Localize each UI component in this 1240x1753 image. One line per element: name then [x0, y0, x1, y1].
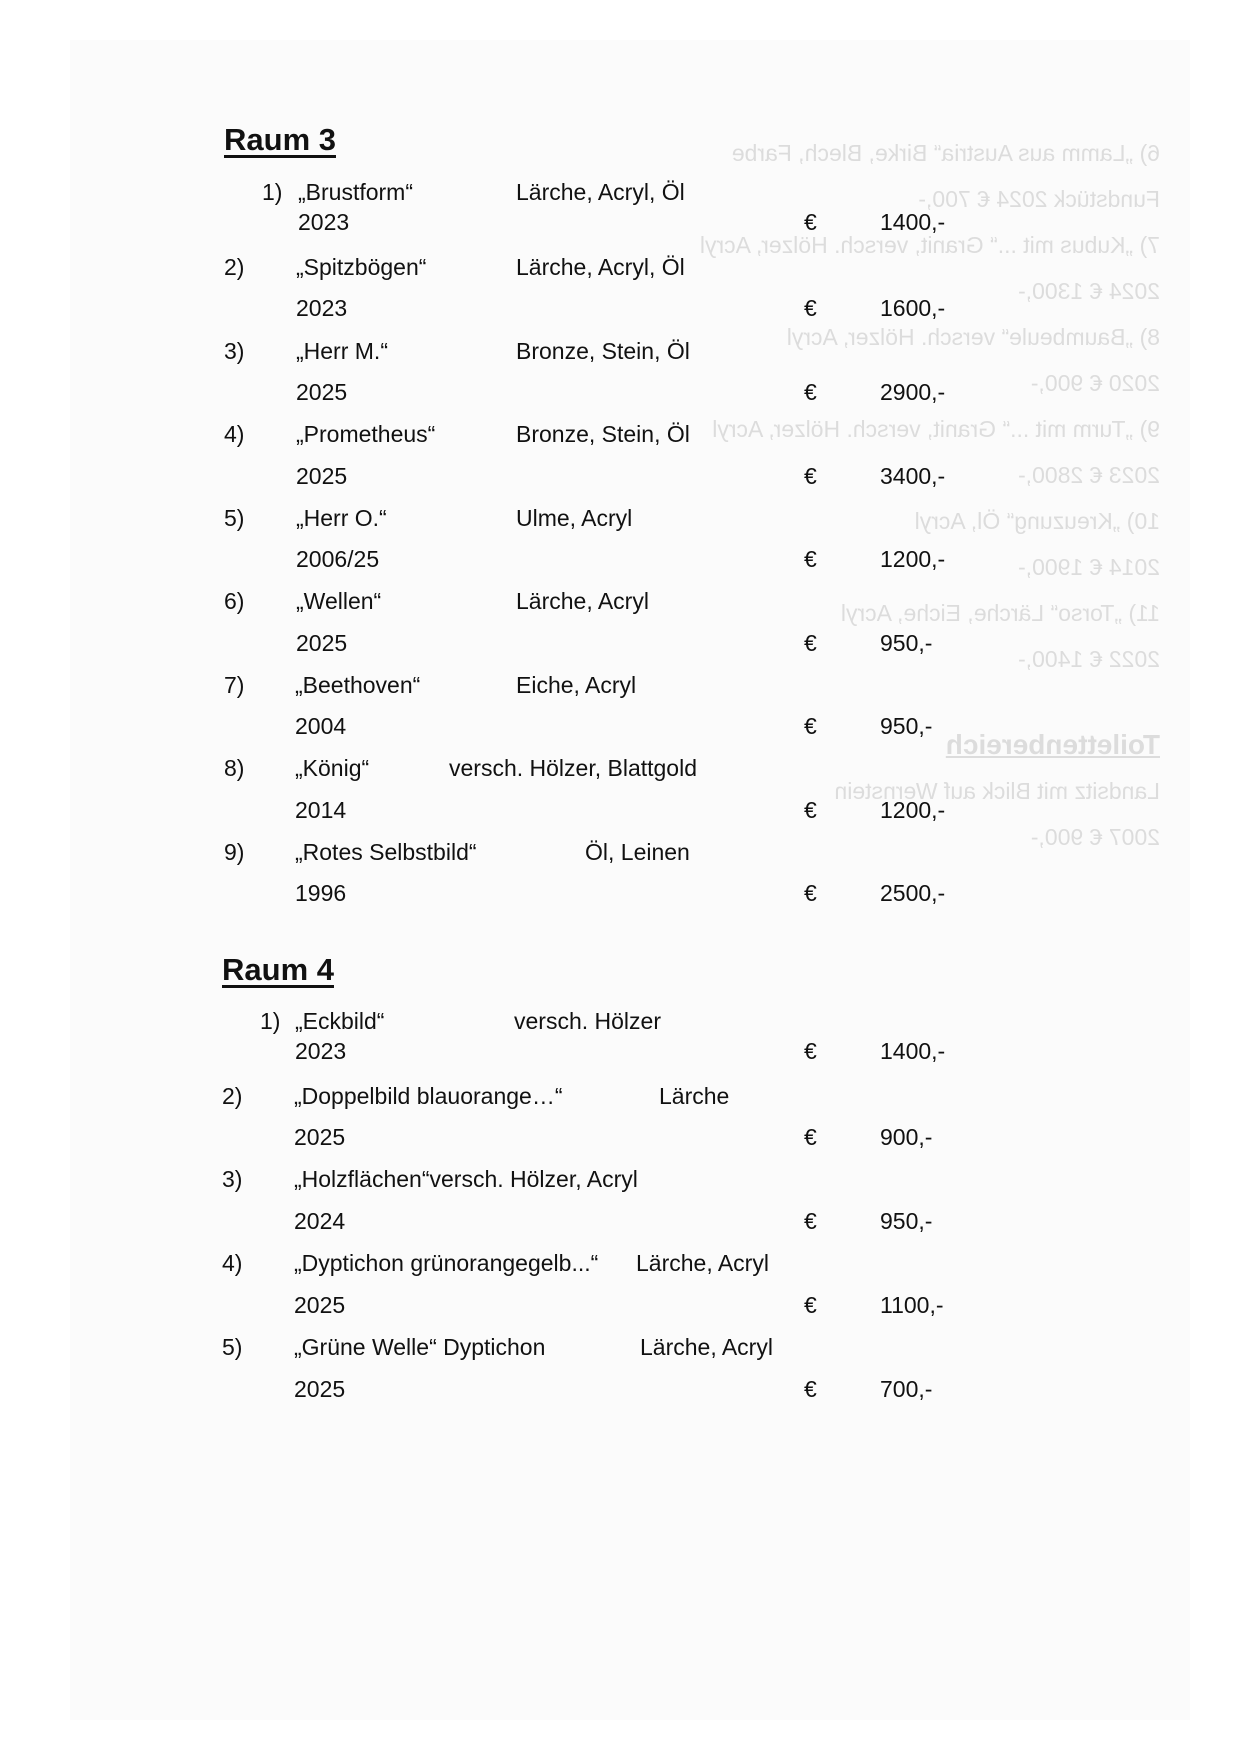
currency-symbol: € — [804, 546, 817, 572]
item-price: 1400,- — [880, 209, 946, 235]
item-number: 9) — [224, 839, 245, 865]
item-price: 2500,- — [880, 880, 946, 906]
currency-symbol: € — [804, 1208, 817, 1234]
reverse-line: 2022 € 1400,- — [1018, 646, 1160, 672]
reverse-line: 10) „Kreuzung“ Öl, Acryl — [914, 508, 1160, 534]
item-year: 2025 — [296, 463, 348, 489]
item-number: 2) — [224, 254, 245, 280]
item-price: 1600,- — [880, 295, 946, 321]
item-name: „Rotes Selbstbild“ — [295, 839, 477, 865]
item-material: Eiche, Acryl — [516, 672, 637, 698]
currency-symbol: € — [804, 209, 817, 235]
item-year: 2023 — [295, 1038, 347, 1064]
item-name: „Holzflächen“ — [294, 1166, 430, 1192]
item-material: Lärche, Acryl, Öl — [516, 179, 685, 205]
item-price: 900,- — [880, 1124, 933, 1150]
room-heading: Raum 3 — [224, 122, 336, 157]
reverse-line: 2014 € 1900,- — [1018, 554, 1160, 580]
reverse-line: 9) „Turm mit ...“ Granit, versch. Hölzer, Acryl — [712, 416, 1160, 442]
item-number: 1) — [262, 179, 283, 205]
item-name: „Herr M.“ — [296, 338, 388, 364]
item-price: 2900,- — [880, 379, 946, 405]
item-number: 5) — [222, 1334, 243, 1360]
item-title-line — [294, 1165, 638, 1193]
item-number: 3) — [222, 1166, 243, 1192]
room-heading: Raum 4 — [222, 952, 334, 987]
item-name: „Dyptichon grünorangegelb...“ — [294, 1250, 599, 1276]
currency-symbol: € — [804, 463, 817, 489]
reverse-line: 11) „Torso“ Lärche, Eiche, Acryl — [840, 600, 1160, 626]
item-material: Lärche, Acryl, Öl — [516, 254, 685, 280]
item-year: 1996 — [295, 880, 347, 906]
item-name: „Grüne Welle“ Dyptichon — [294, 1334, 546, 1360]
currency-symbol: € — [804, 1124, 817, 1150]
item-price: 1100,- — [880, 1292, 944, 1318]
currency-symbol: € — [804, 295, 817, 321]
item-year: 2025 — [294, 1376, 346, 1402]
item-year: 2025 — [294, 1292, 346, 1318]
item-year: 2014 — [295, 797, 347, 823]
reverse-line: 6) „Lamm aus Austria“ Birke, Blech, Farbe — [731, 140, 1160, 166]
item-number: 7) — [224, 672, 245, 698]
reverse-line: 7) „Kubus mit ...“ Granit, versch. Hölzer, Acryl — [699, 232, 1160, 258]
item-name: „Wellen“ — [296, 588, 382, 614]
item-price: 3400,- — [880, 463, 946, 489]
item-name: „Brustform“ — [298, 179, 413, 205]
item-year: 2025 — [294, 1124, 346, 1150]
item-price: 1200,- — [880, 546, 946, 572]
item-material: Öl, Leinen — [585, 839, 690, 865]
reverse-line: 2023 € 2800,- — [1018, 462, 1160, 488]
reverse-line: Landsitz mit Blick auf Wernstein — [834, 778, 1160, 804]
currency-symbol: € — [804, 1376, 817, 1402]
item-name: „Eckbild“ — [295, 1008, 385, 1034]
item-material: Lärche, Acryl — [636, 1250, 769, 1276]
item-year: 2025 — [296, 379, 348, 405]
item-year: 2023 — [296, 295, 348, 321]
item-year: 2004 — [295, 713, 347, 739]
item-name: „Beethoven“ — [295, 672, 421, 698]
item-number: 5) — [224, 505, 245, 531]
item-price: 950,- — [880, 630, 933, 656]
item-year: 2006/25 — [296, 546, 380, 572]
currency-symbol: € — [804, 713, 817, 739]
item-price: 1200,- — [880, 797, 946, 823]
item-material: Lärche — [659, 1083, 730, 1109]
item-number: 3) — [224, 338, 245, 364]
item-year: 2023 — [298, 209, 350, 235]
item-price: 950,- — [880, 1208, 933, 1234]
item-name: „Spitzbögen“ — [296, 254, 427, 280]
item-number: 2) — [222, 1083, 243, 1109]
reverse-side-show-through — [520, 130, 1160, 860]
item-material: Lärche, Acryl — [640, 1334, 773, 1360]
item-number: 4) — [224, 421, 245, 447]
item-price: 950,- — [880, 713, 933, 739]
reverse-line: 2024 € 1300,- — [1018, 278, 1160, 304]
currency-symbol: € — [804, 797, 817, 823]
item-name: „Prometheus“ — [296, 421, 436, 447]
item-material: versch. Hölzer — [514, 1008, 661, 1034]
currency-symbol: € — [804, 1038, 817, 1064]
reverse-heading: Toilettenbereich — [945, 729, 1160, 760]
item-name: „König“ — [295, 755, 370, 781]
reverse-line: 8) „Baumbeule“ versch. Hölzer, Acryl — [786, 324, 1160, 350]
item-material: versch. Hölzer, Blattgold — [449, 755, 698, 781]
item-price: 700,- — [880, 1376, 933, 1402]
reverse-line: 2007 € 900,- — [1030, 824, 1160, 850]
currency-symbol: € — [804, 1292, 817, 1318]
currency-symbol: € — [804, 379, 817, 405]
reverse-line: 2020 € 900,- — [1030, 370, 1160, 396]
item-material: Lärche, Acryl — [516, 588, 649, 614]
item-material: Ulme, Acryl — [516, 505, 633, 531]
item-year: 2024 — [294, 1208, 346, 1234]
item-material: Bronze, Stein, Öl — [516, 421, 690, 447]
item-name: „Doppelbild blauorange…“ — [294, 1083, 563, 1109]
currency-symbol: € — [804, 880, 817, 906]
item-name: „Herr O.“ — [296, 505, 387, 531]
item-material: versch. Hölzer, Acryl — [429, 1166, 638, 1192]
item-number: 1) — [260, 1008, 281, 1034]
reverse-line: Fundstück 2024 € 700,- — [918, 186, 1160, 212]
item-number: 4) — [222, 1250, 243, 1276]
item-number: 6) — [224, 588, 245, 614]
currency-symbol: € — [804, 630, 817, 656]
item-year: 2025 — [296, 630, 348, 656]
item-price: 1400,- — [880, 1038, 946, 1064]
item-number: 8) — [224, 755, 245, 781]
item-material: Bronze, Stein, Öl — [516, 338, 690, 364]
